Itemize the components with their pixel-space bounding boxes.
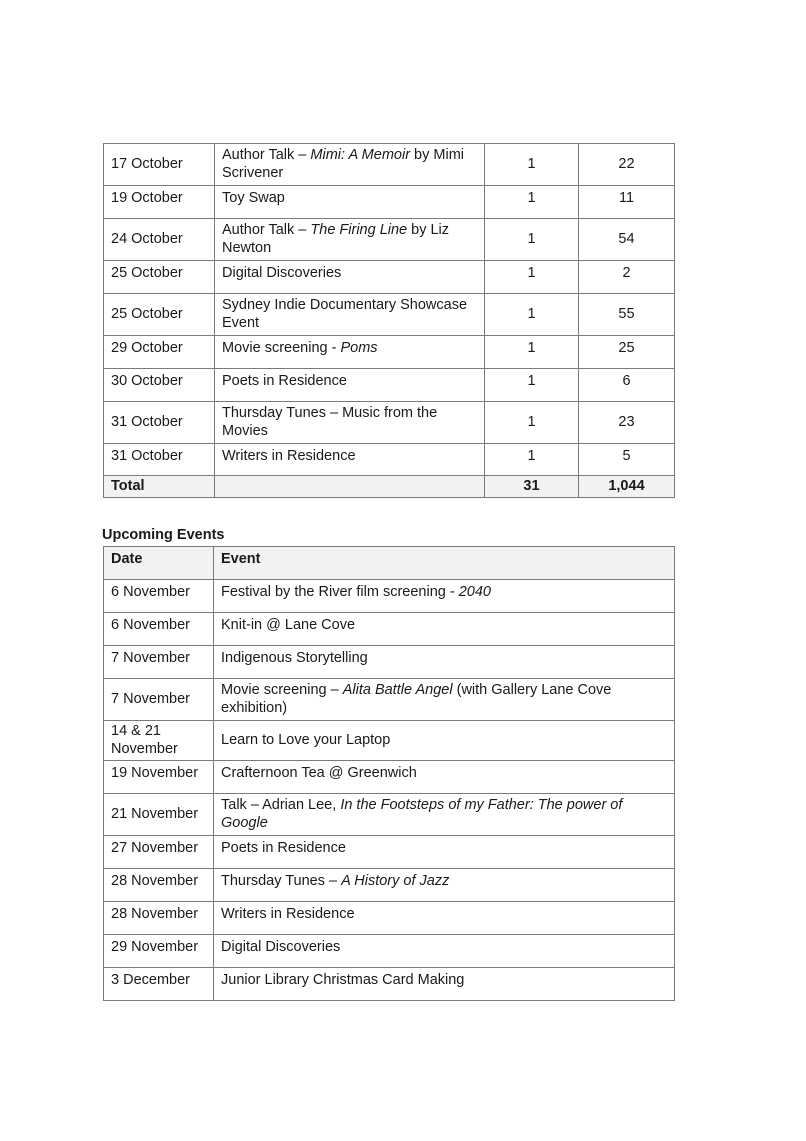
event-date: 24 October bbox=[104, 219, 215, 261]
event-date: 7 November bbox=[104, 646, 214, 679]
table-row bbox=[104, 968, 675, 1001]
event-name: Knit-in @ Lane Cove bbox=[214, 613, 675, 646]
table-row bbox=[104, 144, 675, 186]
table-row bbox=[104, 294, 675, 336]
event-name: Junior Library Christmas Card Making bbox=[214, 968, 675, 1001]
table-row bbox=[104, 444, 675, 476]
event-title: Toy Swap bbox=[215, 186, 485, 219]
sessions-count: 1 bbox=[485, 261, 579, 294]
event-title: Writers in Residence bbox=[215, 444, 485, 476]
attendance-count: 54 bbox=[579, 219, 675, 261]
attendance-count: 2 bbox=[579, 261, 675, 294]
event-name: Festival by the River film screening - 2040 bbox=[214, 580, 675, 613]
event-date: 31 October bbox=[104, 444, 215, 476]
table-row bbox=[104, 869, 675, 902]
event-date: 31 October bbox=[104, 402, 215, 444]
event-date: 25 October bbox=[104, 294, 215, 336]
table-row bbox=[104, 679, 675, 721]
attendance-count: 23 bbox=[579, 402, 675, 444]
past-events-table bbox=[103, 143, 675, 498]
event-name: Indigenous Storytelling bbox=[214, 646, 675, 679]
event-title: Thursday Tunes – Music from the Movies bbox=[215, 402, 485, 444]
event-date: 25 October bbox=[104, 261, 215, 294]
column-header-event: Event bbox=[214, 547, 675, 580]
event-title: Sydney Indie Documentary Showcase Event bbox=[215, 294, 485, 336]
table-row bbox=[104, 721, 675, 761]
event-date: 3 December bbox=[104, 968, 214, 1001]
event-date: 17 October bbox=[104, 144, 215, 186]
event-name: Talk – Adrian Lee, In the Footsteps of my Father: The power of Google bbox=[214, 794, 675, 836]
attendance-count: 22 bbox=[579, 144, 675, 186]
event-date: 19 October bbox=[104, 186, 215, 219]
table-row bbox=[104, 613, 675, 646]
section-heading: Upcoming Events bbox=[102, 527, 225, 543]
table-row bbox=[104, 186, 675, 219]
event-date: 6 November bbox=[104, 580, 214, 613]
sessions-count: 1 bbox=[485, 336, 579, 369]
total-label: Total bbox=[104, 476, 215, 498]
event-title: Author Talk – The Firing Line by Liz Newton bbox=[215, 219, 485, 261]
event-date: 21 November bbox=[104, 794, 214, 836]
sessions-count: 1 bbox=[485, 294, 579, 336]
table-row bbox=[104, 761, 675, 794]
event-date: 28 November bbox=[104, 869, 214, 902]
event-date: 19 November bbox=[104, 761, 214, 794]
total-sessions: 31 bbox=[485, 476, 579, 498]
total-row bbox=[104, 476, 675, 498]
table-row bbox=[104, 369, 675, 402]
table-row bbox=[104, 836, 675, 869]
event-title: Digital Discoveries bbox=[215, 261, 485, 294]
table-row bbox=[104, 794, 675, 836]
table-row bbox=[104, 580, 675, 613]
attendance-count: 11 bbox=[579, 186, 675, 219]
event-date: 29 November bbox=[104, 935, 214, 968]
total-empty-cell bbox=[215, 476, 485, 498]
table-row bbox=[104, 219, 675, 261]
event-date: 28 November bbox=[104, 902, 214, 935]
upcoming-events-table bbox=[103, 546, 675, 1001]
event-name: Crafternoon Tea @ Greenwich bbox=[214, 761, 675, 794]
event-title: Author Talk – Mimi: A Memoir by Mimi Scrivener bbox=[215, 144, 485, 186]
table-row bbox=[104, 646, 675, 679]
event-date: 29 October bbox=[104, 336, 215, 369]
table-header-row bbox=[104, 547, 675, 580]
event-name: Writers in Residence bbox=[214, 902, 675, 935]
event-date: 6 November bbox=[104, 613, 214, 646]
sessions-count: 1 bbox=[485, 144, 579, 186]
table-row bbox=[104, 902, 675, 935]
event-name: Learn to Love your Laptop bbox=[214, 721, 675, 761]
event-title: Poets in Residence bbox=[215, 369, 485, 402]
table-row bbox=[104, 935, 675, 968]
sessions-count: 1 bbox=[485, 402, 579, 444]
column-header-date: Date bbox=[104, 547, 214, 580]
event-date: 27 November bbox=[104, 836, 214, 869]
attendance-count: 5 bbox=[579, 444, 675, 476]
sessions-count: 1 bbox=[485, 444, 579, 476]
table-row bbox=[104, 402, 675, 444]
total-attendance: 1,044 bbox=[579, 476, 675, 498]
event-name: Thursday Tunes – A History of Jazz bbox=[214, 869, 675, 902]
attendance-count: 6 bbox=[579, 369, 675, 402]
event-name: Poets in Residence bbox=[214, 836, 675, 869]
sessions-count: 1 bbox=[485, 186, 579, 219]
sessions-count: 1 bbox=[485, 219, 579, 261]
event-title: Movie screening - Poms bbox=[215, 336, 485, 369]
event-date: 30 October bbox=[104, 369, 215, 402]
attendance-count: 25 bbox=[579, 336, 675, 369]
event-date: 14 & 21 November bbox=[104, 721, 214, 761]
table-row bbox=[104, 336, 675, 369]
event-name: Digital Discoveries bbox=[214, 935, 675, 968]
attendance-count: 55 bbox=[579, 294, 675, 336]
table-row bbox=[104, 261, 675, 294]
event-date: 7 November bbox=[104, 679, 214, 721]
sessions-count: 1 bbox=[485, 369, 579, 402]
event-name: Movie screening – Alita Battle Angel (with Gallery Lane Cove exhibition) bbox=[214, 679, 675, 721]
